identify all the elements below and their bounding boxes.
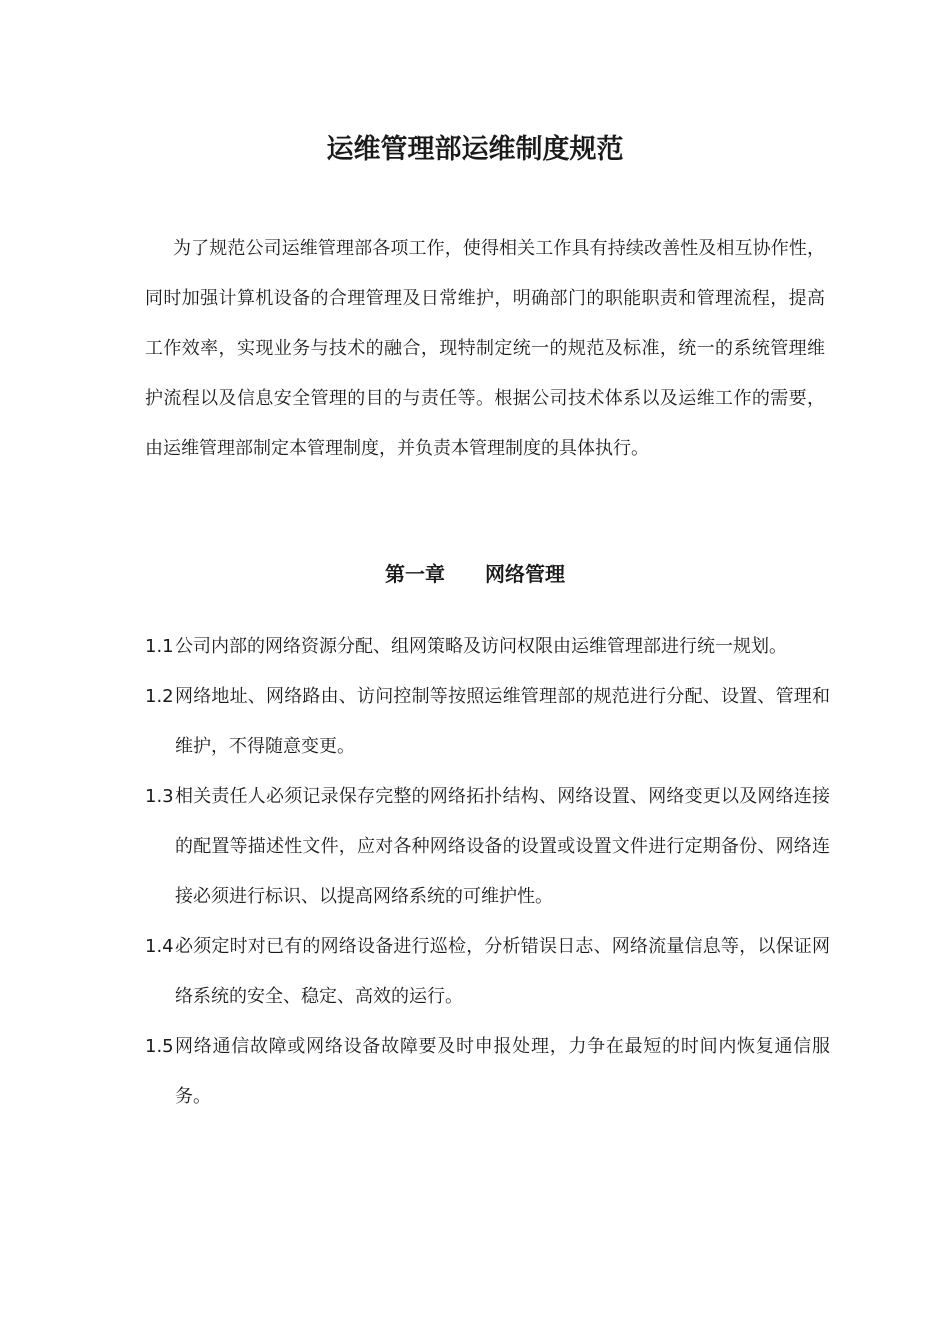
clause-text: 网络地址、网络路由、访问控制等按照运维管理部的规范进行分配、设置、管理和维护，不得随意变更。 <box>175 686 830 757</box>
clause-text: 公司内部的网络资源分配、组网策略及访问权限由运维管理部进行统一规划。 <box>175 636 787 657</box>
document-title: 运维管理部运维制度规范 <box>326 134 624 165</box>
chapter-heading <box>0 552 950 596</box>
clause-list <box>145 622 830 1122</box>
clause-item <box>145 1022 830 1122</box>
clause-number: 1.4 <box>145 936 174 957</box>
clause-text: 网络通信故障或网络设备故障要及时申报处理，力争在最短的时间内恢复通信服务。 <box>175 1036 830 1107</box>
clause-text: 必须定时对已有的网络设备进行巡检，分析错误日志、网络流量信息等，以保证网络系统的安全、稳定、高效的运行。 <box>175 936 830 1007</box>
clause-number: 1.1 <box>145 636 174 657</box>
clause-item <box>145 922 830 1022</box>
clause-number: 1.5 <box>145 1036 174 1057</box>
intro-paragraph: 为了规范公司运维管理部各项工作，使得相关工作具有持续改善性及相互协作性，同时加强计算机设备的合理管理及日常维护，明确部门的职能职责和管理流程，提高工作效率，实现业务与技术的融合，现特制定统一的规范及标准，统一的系统管理维护流程以及信息安全管理的目的与责任等。根据公司技术体系以及运维工作的需要，由运维管理部制定本管理制度，并负责本管理制度的具体执行。 <box>145 238 825 459</box>
chapter-title: 网络管理 <box>485 562 565 586</box>
clause-item <box>145 672 830 772</box>
clause-text: 相关责任人必须记录保存完整的网络拓扑结构、网络设置、网络变更以及网络连接的配置等描述性文件，应对各种网络设备的设置或设置文件进行定期备份、网络连接必须进行标识、以提高网络系统的可维护性。 <box>175 786 830 907</box>
clause-item <box>145 622 830 672</box>
clause-number: 1.3 <box>145 786 174 807</box>
clause-item <box>145 772 830 922</box>
clause-number: 1.2 <box>145 686 174 707</box>
chapter-number: 第一章 <box>385 562 445 586</box>
